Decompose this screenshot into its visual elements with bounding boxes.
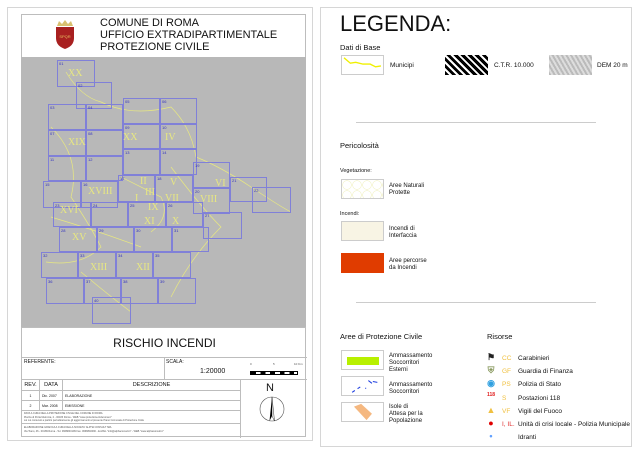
tile-number: 22: [254, 188, 259, 193]
tile-number: 07: [50, 131, 55, 136]
roma-coat-of-arms-icon: [54, 20, 76, 50]
aree-naturali-swatch: [341, 179, 384, 199]
risorse-title: Risorse: [487, 332, 513, 341]
note-line: Via Tiano, 46 - 00189 Roma - Tel. 0668840199 Fax. 0668840090 - E-MAIL "info@alphaconsult.it" - WEB "www.alphaconsult.it": [24, 429, 164, 433]
tile-number: 34: [118, 253, 123, 258]
tile-number: 04: [88, 105, 93, 110]
polizia-icon: ◉: [487, 378, 495, 388]
dem-swatch: [549, 55, 592, 75]
tile-number: 23: [55, 203, 60, 208]
map-tile[interactable]: [86, 130, 123, 156]
municipio-label: X: [172, 216, 180, 227]
tile-number: 09: [125, 125, 130, 130]
map-tile[interactable]: [158, 278, 196, 304]
municipio-label: VI: [215, 178, 226, 189]
risorsa-code: S: [502, 395, 507, 402]
tile-number: 20: [195, 189, 200, 194]
rev-cell: 2: [22, 401, 40, 410]
risorsa-code: VF: [502, 408, 511, 415]
tile-number: 19: [195, 163, 200, 168]
table-row: [22, 401, 240, 411]
map-tile[interactable]: [46, 278, 84, 304]
ammassamento-swatch: [341, 376, 384, 396]
tile-number: 10: [162, 125, 167, 130]
divider: [356, 302, 596, 303]
aree-percorse-label: [389, 258, 427, 272]
tile-number: 38: [123, 279, 128, 284]
ammassamento-label: [389, 382, 432, 396]
referente-label: REFERENTE:: [24, 359, 56, 365]
tile-number: 02: [78, 83, 83, 88]
tile-number: 33: [80, 253, 85, 258]
table-row: [22, 391, 240, 401]
svg-text:SPQR: SPQR: [59, 34, 71, 39]
dem-label: DEM 20 m: [597, 62, 628, 69]
municipio-label: XX: [123, 132, 138, 143]
pericolosita-title: Pericolosità: [340, 141, 379, 150]
map-tile[interactable]: [160, 98, 197, 124]
municipio-label: VIII: [200, 194, 218, 205]
map-tile[interactable]: [48, 156, 86, 181]
tile-number: 06: [162, 99, 167, 104]
tile-number: 39: [160, 279, 165, 284]
label-line: Interfaccia: [389, 233, 417, 239]
legend-title: LEGENDA:: [340, 11, 452, 36]
tile-number: 40: [94, 298, 99, 303]
municipio-label: VII: [165, 193, 179, 204]
scala-label: SCALA:: [166, 359, 184, 365]
map-tile[interactable]: [92, 297, 131, 324]
map-tile[interactable]: [134, 227, 172, 252]
risorsa-code: CC: [502, 355, 512, 362]
risorsa-label: Postazioni 118: [518, 395, 561, 402]
tile-number: 21: [232, 178, 237, 183]
tile-number: 01: [59, 61, 64, 66]
tile-number: 03: [50, 105, 55, 110]
idranti-icon: •: [489, 431, 493, 441]
label-line: da Incendi: [389, 265, 417, 271]
aree-percorse-swatch: [341, 253, 384, 273]
scale-tick-0: 0: [250, 362, 252, 366]
carabinieri-icon: ⚑: [486, 352, 496, 362]
ammassamento-esterni-label: [389, 353, 432, 374]
tile-number: 27: [205, 213, 210, 218]
municipio-label: I: [135, 193, 139, 204]
divider: [356, 122, 596, 123]
note-line: Piazza di Porta Metronia, 2 - 00183 Roma - WEB "www.protezionecivileroma.it": [24, 415, 112, 419]
tile-number: 29: [99, 228, 104, 233]
tile-number: 14: [162, 150, 167, 155]
tile-number: 25: [130, 203, 135, 208]
label-line: Ammassamento: [389, 382, 433, 388]
postazioni-118-icon: 118: [486, 392, 496, 398]
tile-number: 26: [168, 203, 173, 208]
municipio-label: XV: [72, 232, 87, 243]
municipio-label: IV: [165, 132, 176, 143]
map-tile[interactable]: [123, 98, 160, 124]
descr-cell: EMISSIONE: [65, 404, 85, 408]
interfaccia-label: [389, 226, 417, 240]
header-box: [21, 14, 306, 58]
revision-table: [22, 380, 240, 436]
scale-tick-5: 5: [273, 362, 275, 366]
vegetazione-label: Vegetazione:: [340, 168, 372, 174]
rev-cell: 1: [22, 391, 40, 400]
isole-attesa-swatch: [341, 402, 384, 422]
municipio-label: XII: [136, 262, 150, 273]
header-line3: PROTEZIONE CIVILE: [100, 41, 210, 53]
label-line: Ammassamento: [389, 353, 433, 359]
risorsa-label: Unità di crisi locale - Polizia Municipale: [518, 421, 630, 428]
tile-number: 08: [88, 131, 93, 136]
col-data: DATA: [40, 380, 63, 390]
tile-number: 13: [125, 150, 130, 155]
header-line2: UFFICIO EXTRADIPARTIMENTALE: [100, 29, 278, 41]
label-line: Aree percorse: [389, 258, 427, 264]
map-tile[interactable]: [48, 104, 86, 130]
header-title: [100, 17, 277, 53]
municipio-label: XVI: [60, 205, 78, 216]
label-line: Soccorritori: [389, 389, 420, 395]
municipi-swatch: [341, 55, 384, 75]
risorsa-code: I, IL.: [502, 421, 515, 428]
label-line: Popolazione: [389, 418, 423, 424]
scale-tick-10: 10 Km: [294, 362, 303, 366]
incendi-label: Incendi:: [340, 211, 360, 217]
label-line: Protette: [389, 190, 411, 196]
note-line: ELABORAZIONE GRAFICA A CURA DELLA SOCIETA' ALPHA CONSULT SRL: [24, 426, 112, 429]
label-line: Isole di: [389, 404, 409, 410]
tile-number: 37: [86, 279, 91, 284]
municipio-label: XX: [68, 68, 83, 79]
data-cell: Mar. 2008: [40, 401, 63, 410]
note-line: DATA A CURA DELLA PROTEZIONE CIVILE DEL COMUNE DI ROMA: [24, 412, 103, 415]
tile-number: 11: [50, 157, 55, 162]
municipio-label: XI: [144, 216, 155, 227]
ammassamento-esterni-swatch: [341, 350, 384, 370]
interfaccia-swatch: [341, 221, 384, 241]
risorsa-label: Vigili del Fuoco: [518, 408, 562, 415]
north-label: N: [266, 382, 274, 394]
tile-number: 15: [45, 182, 50, 187]
graphics-note: [22, 424, 240, 436]
header-line1: COMUNE DI ROMA: [100, 17, 199, 29]
tile-number: 18: [157, 176, 162, 181]
tile-number: 32: [43, 253, 48, 258]
municipio-label: XVIII: [88, 186, 113, 197]
tile-number: 31: [174, 228, 179, 233]
tile-number: 16: [83, 182, 88, 187]
risorsa-code: PS: [502, 381, 511, 388]
col-rev: REV.: [22, 380, 40, 390]
map-tile[interactable]: [123, 149, 160, 175]
municipi-label: Municipi: [390, 62, 414, 69]
tile-number: 24: [93, 203, 98, 208]
municipio-label: XIII: [90, 262, 108, 273]
scala-value: 1:20000: [200, 368, 226, 375]
aree-pc-title: Aree di Protezione Civile: [340, 332, 423, 341]
ctr-swatch: [445, 55, 488, 75]
data-cell: Dic. 2007: [40, 391, 63, 400]
note-line: sui cui contenuti a partirsi periodicamente gli aggiornamenti al presente Piano Comunale di Protezione Civile: [24, 419, 145, 422]
tile-number: 28: [61, 228, 66, 233]
guardia-finanza-icon: ⛨: [487, 365, 495, 375]
descr-cell: ELABORAZIONE: [65, 394, 93, 398]
map-tile[interactable]: [86, 104, 123, 130]
tile-number: 36: [48, 279, 53, 284]
tile-number: 12: [88, 157, 93, 162]
col-descrizione: DESCRIZIONE: [132, 382, 171, 388]
aree-naturali-label: [389, 183, 424, 197]
municipio-label: III: [145, 187, 155, 198]
risorsa-code: GF: [502, 368, 512, 375]
map-area[interactable]: [21, 57, 306, 327]
risorsa-label: Polizia di Stato: [518, 381, 561, 388]
municipio-label: IX: [148, 202, 159, 213]
label-line: Soccorritori: [389, 360, 420, 366]
municipio-label: V: [170, 177, 178, 188]
municipio-label: XIX: [68, 137, 86, 148]
vigili-fuoco-icon: ▲: [486, 405, 496, 415]
ctr-label: C.T.R. 10.000: [494, 62, 534, 69]
tile-number: 30: [136, 228, 141, 233]
label-line: Attesa per la: [389, 411, 423, 417]
label-line: Incendi di: [389, 226, 415, 232]
municipio-label: II: [140, 176, 147, 187]
tile-number: 05: [125, 99, 130, 104]
isole-attesa-label: [389, 404, 423, 425]
unita-crisi-icon: ●: [488, 418, 494, 428]
map-tile[interactable]: [172, 227, 209, 252]
map-title: RISCHIO INCENDI: [113, 336, 216, 350]
title-block: [21, 327, 306, 437]
label-line: Esterni: [389, 367, 408, 373]
north-arrow-icon: [258, 394, 286, 424]
map-tile[interactable]: [160, 149, 200, 175]
map-tile[interactable]: [97, 227, 134, 252]
data-note: [22, 411, 240, 424]
map-tile[interactable]: [252, 187, 291, 213]
tile-number: 17: [120, 176, 125, 181]
map-tile[interactable]: [41, 252, 78, 278]
risorsa-label: Carabinieri: [518, 355, 550, 362]
map-tile[interactable]: [153, 252, 191, 278]
dati-base-title: Dati di Base: [340, 43, 381, 52]
risorsa-label: Guardia di Finanza: [518, 368, 573, 375]
tile-number: 35: [155, 253, 160, 258]
risorsa-label: Idranti: [518, 434, 537, 441]
map-tile[interactable]: [91, 202, 128, 227]
label-line: Aree Naturali: [389, 183, 425, 189]
